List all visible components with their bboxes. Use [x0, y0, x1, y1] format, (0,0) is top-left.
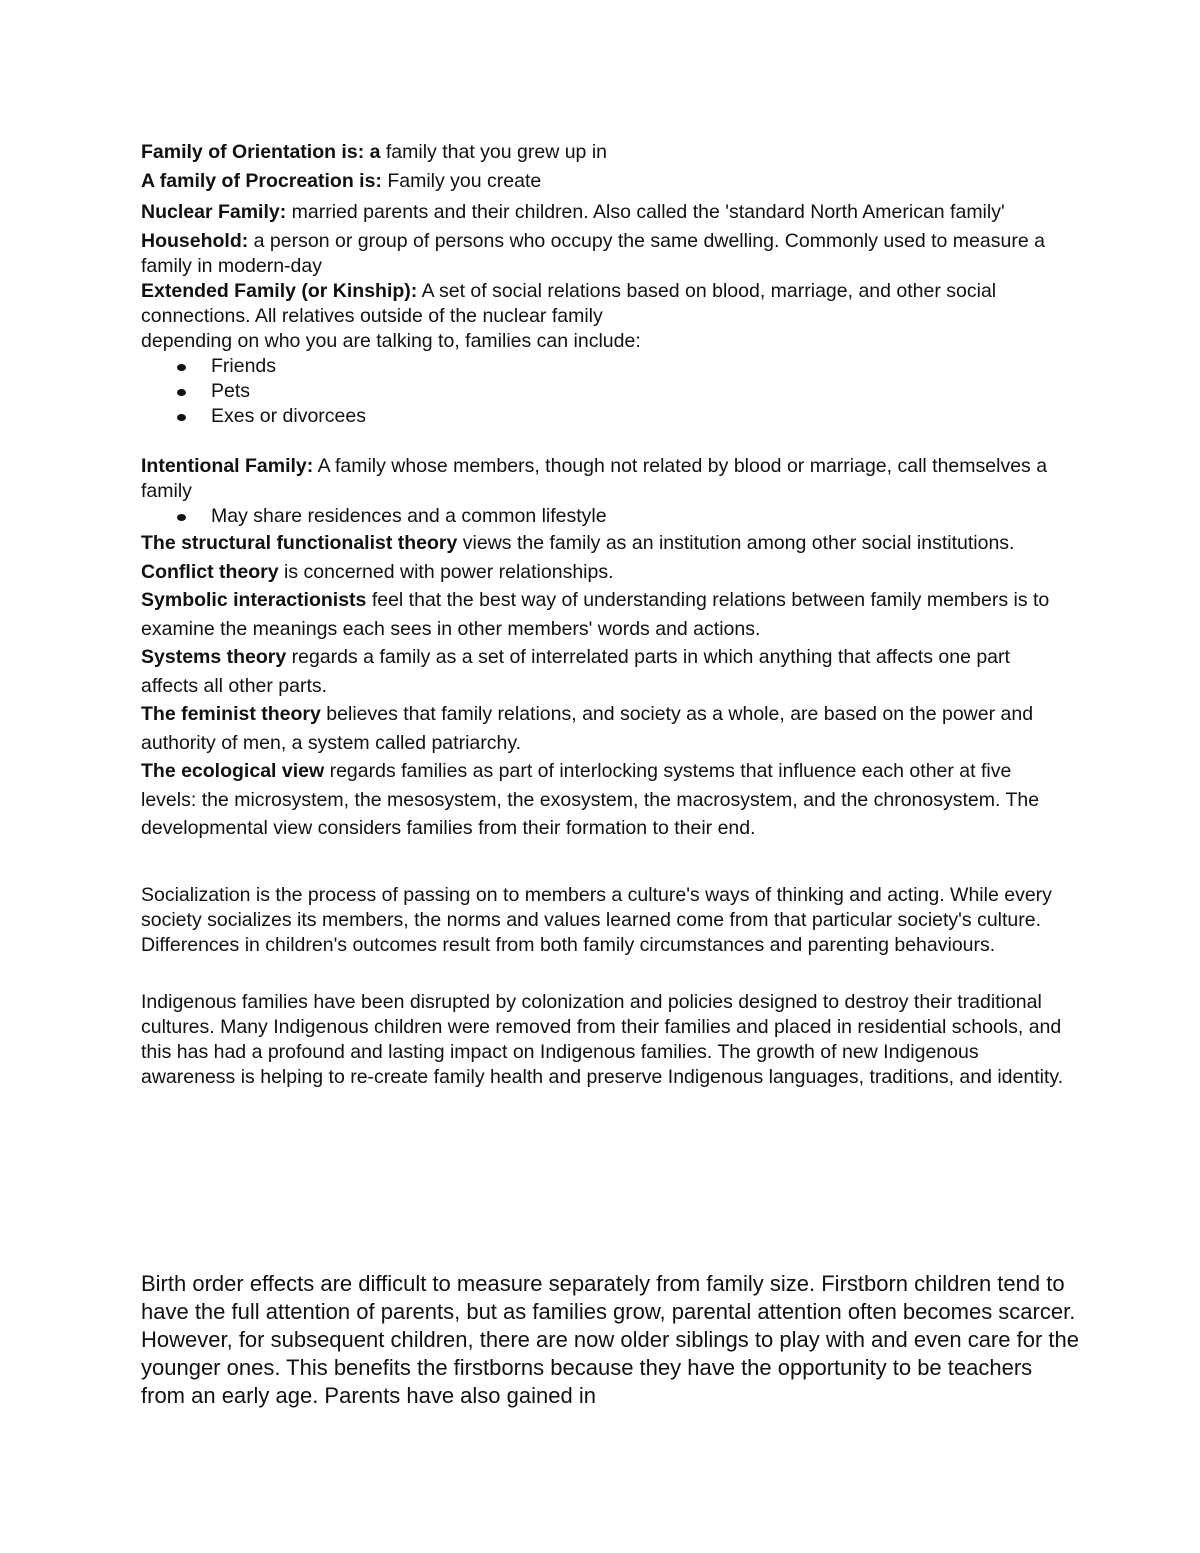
theory-text: feel that the best way of understanding relations between family members is to examine the meanings each sees in other members' words and actions.	[141, 589, 1050, 640]
theory-term: The ecological view	[141, 760, 325, 782]
definition-text: A family whose members, though not related by blood or marriage, call themselves a family	[141, 455, 1048, 502]
paragraph-birth-order: Birth order effects are difficult to measure separately from family size. Firstborn children tend to have the full attention of parents, but as families grow, parental attention often becomes scarcer. However, for subsequent children, there are now older siblings to play with and even care for the younger ones. This benefits the firstborns because they have the opportunity to be teachers from an early age. Parents have also gained in	[141, 1271, 1079, 1408]
bullet-icon	[177, 389, 186, 396]
definition-intentional-family	[141, 454, 1071, 504]
definition-text: Family you create	[381, 170, 542, 192]
theory-ecological	[141, 757, 1071, 843]
definition-text: a person or group of persons who occupy the same dwelling. Commonly used to measure a family in modern-day	[141, 230, 1045, 277]
theory-text: believes that family relations, and society as a whole, are based on the power and authority of men, a system called patriarchy.	[141, 703, 1034, 754]
theory-systems	[141, 643, 1071, 700]
family-includes-intro: depending on who you are talking to, families can include:	[141, 330, 641, 352]
theory-symbolic-interactionist	[141, 586, 1071, 643]
paragraph-indigenous: Indigenous families have been disrupted by colonization and policies designed to destroy their traditional cultures. Many Indigenous children were removed from their families and placed in residential schools, and this has had a profound and lasting impact on Indigenous families. The growth of new Indigenous awareness is helping to re-create family health and preserve Indigenous languages, traditions, and identity.	[141, 990, 1064, 1088]
list-item: Pets	[177, 379, 1071, 404]
definition-household	[141, 229, 1071, 279]
list-item: May share residences and a common lifestyle	[177, 504, 1071, 529]
intentional-family-list	[141, 504, 1071, 529]
bullet-icon	[177, 364, 186, 371]
definition-text: married parents and their children. Also called the 'standard North American family'	[286, 201, 1005, 223]
theory-text: regards families as part of interlocking systems that influence each other at five levels: the microsystem, the mesosystem, the exosystem, the macrosystem, and the chronosystem. The developmental view considers families from their formation to their end.	[141, 760, 1040, 839]
theory-term: Systems theory	[141, 646, 287, 668]
bullet-icon	[177, 514, 186, 521]
definition-term: Nuclear Family:	[141, 201, 287, 223]
definition-term: Extended Family (or Kinship):	[141, 280, 418, 302]
definition-family-of-procreation	[141, 169, 1071, 194]
document-body	[141, 140, 1071, 1090]
definition-term: Intentional Family:	[141, 455, 314, 477]
spacer	[141, 843, 1071, 883]
definition-text: family that you grew up in	[380, 141, 607, 163]
spacer	[141, 958, 1071, 990]
definition-family-of-orientation	[141, 140, 1071, 165]
theory-conflict	[141, 558, 1071, 587]
theory-text: regards a family as a set of interrelated parts in which anything that affects one part affects all other parts.	[141, 646, 1010, 697]
theory-term: The structural functionalist theory	[141, 532, 458, 554]
definition-term: Household:	[141, 230, 249, 252]
spacer	[141, 429, 1071, 454]
theory-feminist	[141, 700, 1071, 757]
paragraph-socialization: Socialization is the process of passing on to members a culture's ways of thinking and acting. While every society socializes its members, the norms and values learned come from that particular society's culture. Differences in children's outcomes result from both family circumstances and parenting behaviours.	[141, 883, 1052, 956]
definition-extended-family	[141, 279, 1071, 329]
definition-term: A family of Procreation is:	[141, 170, 382, 192]
list-item: Exes or divorcees	[177, 404, 1071, 429]
bullet-icon	[177, 414, 186, 421]
family-includes-list	[141, 354, 1071, 429]
definition-nuclear-family	[141, 198, 1071, 226]
definition-text: A set of social relations based on blood, marriage, and other social connections. All relatives outside of the nuclear family	[141, 280, 997, 327]
theory-text: is concerned with power relationships.	[278, 560, 614, 583]
definition-term: Family of Orientation is: a	[141, 141, 381, 163]
theory-text: views the family as an institution among other social institutions.	[457, 532, 1015, 554]
theory-term: Symbolic interactionists	[141, 589, 367, 611]
list-item: Friends	[177, 354, 1071, 379]
theory-term: The feminist theory	[141, 703, 321, 725]
theory-structural-functionalist	[141, 529, 1071, 558]
theory-term: Conflict theory	[141, 560, 279, 583]
